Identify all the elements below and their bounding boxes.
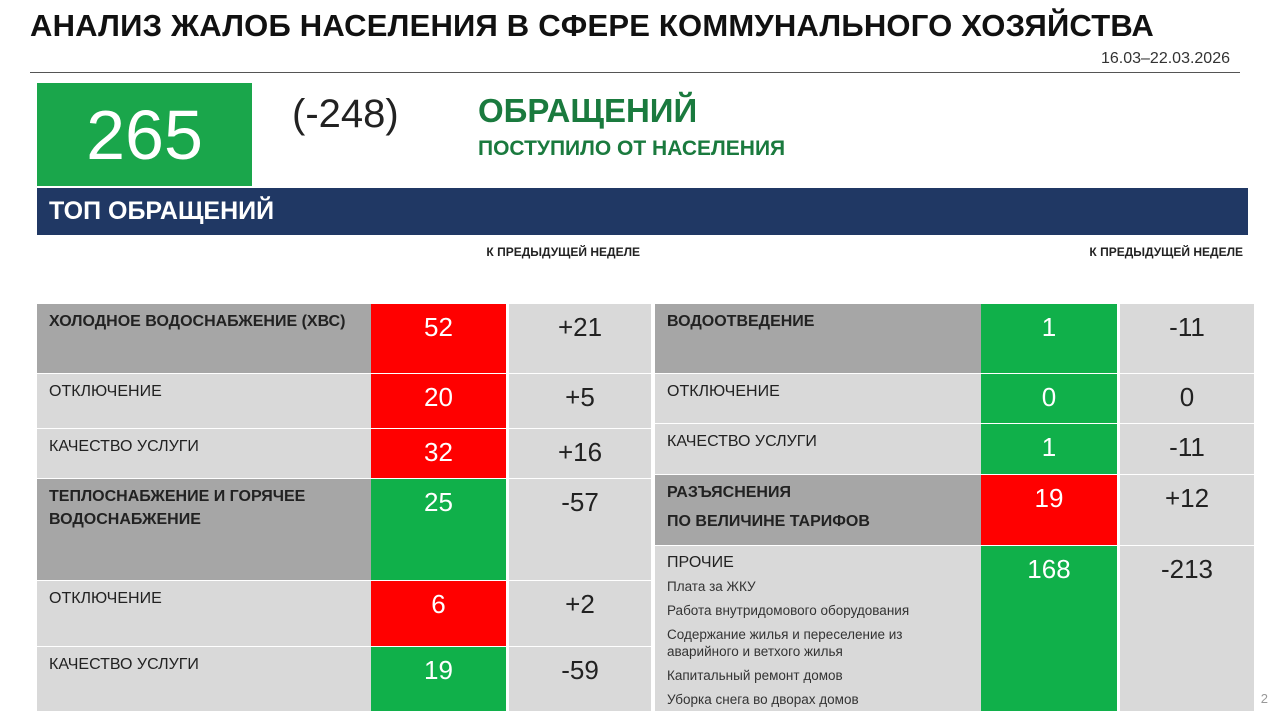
other-item: Плата за ЖКУ	[667, 579, 756, 594]
total-label-main: ОБРАЩЕНИЙ	[478, 92, 698, 129]
category-count: 1	[981, 304, 1117, 374]
total-count-box: 265	[37, 83, 252, 186]
prev-week-header-left: К ПРЕДЫДУЩЕЙ НЕДЕЛЕ	[486, 245, 640, 259]
subcategory-label: КАЧЕСТВО УСЛУГИ	[655, 424, 981, 475]
category-count: 19	[981, 475, 1117, 546]
subcategory-count: 1	[981, 424, 1117, 475]
category-delta: +21	[506, 304, 651, 374]
category-label: ВОДООТВЕДЕНИЕ	[655, 304, 981, 374]
other-count: 168	[981, 546, 1117, 712]
subcategory-delta: +5	[506, 374, 651, 429]
other-item: Уборка снега во дворах домов	[667, 692, 859, 707]
subcategory-count: 20	[371, 374, 506, 429]
subcategory-delta: -59	[506, 647, 651, 712]
other-item: Содержание жилья и переселение из аварийного и ветхого жилья	[667, 627, 903, 659]
subcategory-count: 6	[371, 581, 506, 647]
other-items-list	[667, 578, 969, 708]
table-row	[37, 647, 651, 712]
subcategory-label: ОТКЛЮЧЕНИЕ	[655, 374, 981, 424]
total-delta: (-248)	[292, 92, 399, 136]
title-divider	[30, 72, 1240, 73]
table-row	[37, 479, 651, 581]
subcategory-count: 32	[371, 429, 506, 479]
category-label-line: РАЗЪЯСНЕНИЯ	[667, 484, 791, 501]
subcategory-delta: +2	[506, 581, 651, 647]
other-item: Работа внутридомового оборудования	[667, 603, 910, 618]
date-range: 16.03–22.03.2026	[1100, 50, 1230, 67]
category-count: 52	[371, 304, 506, 374]
subcategory-delta: +16	[506, 429, 651, 479]
table-row	[655, 424, 1254, 475]
category-label: ТЕПЛОСНАБЖЕНИЕ И ГОРЯЧЕЕ ВОДОСНАБЖЕНИЕ	[37, 479, 371, 581]
other-label: ПРОЧИЕ	[667, 554, 734, 571]
category-delta: -57	[506, 479, 651, 581]
category-label-line: ПО ВЕЛИЧИНЕ ТАРИФОВ	[667, 513, 870, 530]
table-row	[655, 304, 1254, 374]
category-delta: +12	[1117, 475, 1254, 546]
table-row	[37, 429, 651, 479]
category-label: ХОЛОДНОЕ ВОДОСНАБЖЕНИЕ (ХВС)	[37, 304, 371, 374]
subcategory-delta: 0	[1117, 374, 1254, 424]
section-header: ТОП ОБРАЩЕНИЙ	[37, 188, 1248, 235]
page-number: 2	[1260, 691, 1268, 706]
subcategory-delta: -11	[1117, 424, 1254, 475]
page-title: АНАЛИЗ ЖАЛОБ НАСЕЛЕНИЯ В СФЕРЕ КОММУНАЛЬНОГО ХОЗЯЙСТВА	[30, 8, 1155, 43]
total-label-sub: ПОСТУПИЛО ОТ НАСЕЛЕНИЯ	[478, 137, 786, 160]
subcategory-count: 0	[981, 374, 1117, 424]
category-count: 25	[371, 479, 506, 581]
other-label-cell	[655, 546, 981, 712]
subcategory-label: КАЧЕСТВО УСЛУГИ	[37, 647, 371, 712]
table-row	[37, 304, 651, 374]
table-row-other	[655, 546, 1254, 712]
subcategory-label: КАЧЕСТВО УСЛУГИ	[37, 429, 371, 479]
subcategory-count: 19	[371, 647, 506, 712]
other-item: Капитальный ремонт домов	[667, 668, 843, 683]
subcategory-label: ОТКЛЮЧЕНИЕ	[37, 581, 371, 647]
other-delta: -213	[1117, 546, 1254, 712]
prev-week-header-right: К ПРЕДЫДУЩЕЙ НЕДЕЛЕ	[1089, 245, 1243, 259]
table-row	[655, 374, 1254, 424]
category-label	[655, 475, 981, 546]
category-delta: -11	[1117, 304, 1254, 374]
table-row	[37, 374, 651, 429]
table-row	[37, 581, 651, 647]
subcategory-label: ОТКЛЮЧЕНИЕ	[37, 374, 371, 429]
table-row	[655, 475, 1254, 546]
